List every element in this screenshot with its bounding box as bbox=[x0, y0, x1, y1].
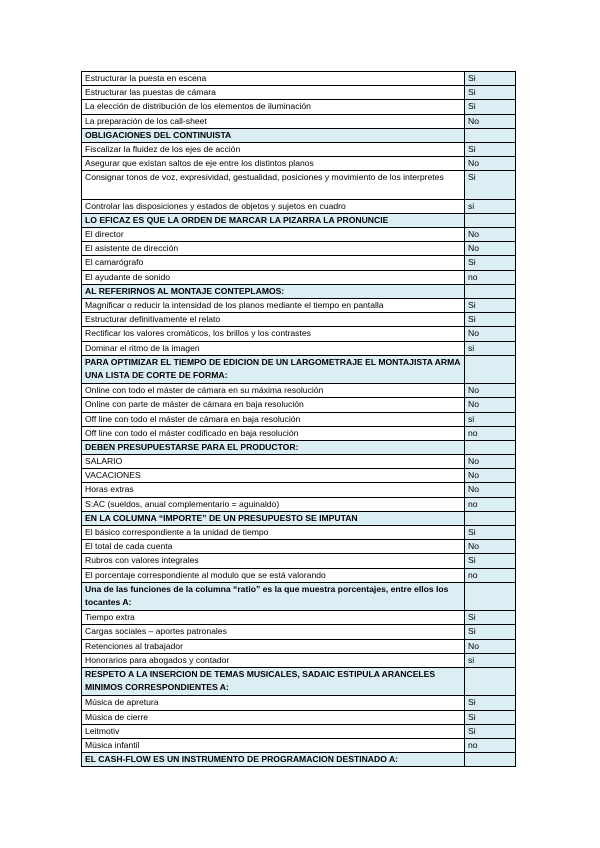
question-text: SALARIO bbox=[82, 455, 465, 469]
question-text: Dominar el ritmo de la imagen bbox=[82, 341, 465, 355]
question-text: Controlar las disposiciones y estados de objetos y sujetos en cuadro bbox=[82, 199, 465, 213]
answer-cell: No bbox=[465, 455, 516, 469]
answer-cell: no bbox=[465, 568, 516, 582]
table-row bbox=[82, 242, 516, 256]
table-row bbox=[82, 270, 516, 284]
table-row bbox=[82, 611, 516, 625]
section-heading: Una de las funciones de la columna “ratio” es la que muestra porcentajes, entre ellos los tocantes A: bbox=[82, 582, 465, 610]
answer-cell: No bbox=[465, 639, 516, 653]
section-heading: LO EFICAZ ES QUE LA ORDEN DE MARCAR LA PIZARRA LA PRONUNCIE bbox=[82, 213, 465, 227]
answer-cell: No bbox=[465, 483, 516, 497]
section-header-row bbox=[82, 511, 516, 525]
answer-cell: Si bbox=[465, 142, 516, 156]
question-text: Estructurar la puesta en escena bbox=[82, 72, 465, 86]
section-header-row bbox=[82, 284, 516, 298]
answer-cell: Si bbox=[465, 526, 516, 540]
answer-cell bbox=[465, 440, 516, 454]
question-text: Rubros con valores integrales bbox=[82, 554, 465, 568]
answer-cell: Si bbox=[465, 313, 516, 327]
answer-cell: Si bbox=[465, 625, 516, 639]
question-text: Cargas sociales – aportes patronales bbox=[82, 625, 465, 639]
section-heading: EN LA COLUMNA “IMPORTE” DE UN PRESUPUESTO SE IMPUTAN bbox=[82, 511, 465, 525]
question-text: Online con todo el máster de cámara en su máxima resolución bbox=[82, 384, 465, 398]
question-text: Online con parte de máster de cámara en baja resolución bbox=[82, 398, 465, 412]
question-text: VACACIONES bbox=[82, 469, 465, 483]
table-row bbox=[82, 157, 516, 171]
answer-cell bbox=[465, 355, 516, 383]
section-heading: EL CASH-FLOW ES UN INSTRUMENTO DE PROGRAMACION DESTINADO A: bbox=[82, 753, 465, 767]
table-row bbox=[82, 341, 516, 355]
question-text: El porcentaje correspondiente al modulo que se está valorando bbox=[82, 568, 465, 582]
question-text: El asistente de dirección bbox=[82, 242, 465, 256]
question-text: Horas extras bbox=[82, 483, 465, 497]
answer-cell: Si bbox=[465, 611, 516, 625]
question-text: Off line con todo el máster codificado en baja resolución bbox=[82, 426, 465, 440]
section-header-row bbox=[82, 582, 516, 610]
answer-cell: Si bbox=[465, 299, 516, 313]
answer-cell: No bbox=[465, 228, 516, 242]
section-heading: AL REFERIRNOS AL MONTAJE CONTEPLAMOS: bbox=[82, 284, 465, 298]
answer-cell: No bbox=[465, 242, 516, 256]
answer-cell: Si bbox=[465, 100, 516, 114]
answer-cell bbox=[465, 667, 516, 695]
answer-table bbox=[81, 71, 516, 767]
question-text: Honorarios para abogados y contador bbox=[82, 653, 465, 667]
answer-cell: No bbox=[465, 114, 516, 128]
answer-cell bbox=[465, 511, 516, 525]
answer-cell: Si bbox=[465, 554, 516, 568]
answer-cell bbox=[465, 582, 516, 610]
table-row bbox=[82, 568, 516, 582]
question-text: Asegurar que existan saltos de eje entre los distintos planos bbox=[82, 157, 465, 171]
question-text: Estructurar las puestas de cámara bbox=[82, 86, 465, 100]
table-row bbox=[82, 455, 516, 469]
question-text: La elección de distribución de los elementos de iluminación bbox=[82, 100, 465, 114]
question-text: Música de cierre bbox=[82, 710, 465, 724]
section-heading: OBLIGACIONES DEL CONTINUISTA bbox=[82, 128, 465, 142]
question-text: Fiscalizar la fluidez de los ejes de acción bbox=[82, 142, 465, 156]
answer-cell: Si bbox=[465, 724, 516, 738]
question-text: Música infantil bbox=[82, 738, 465, 752]
table-row bbox=[82, 171, 516, 199]
table-row bbox=[82, 696, 516, 710]
section-header-row bbox=[82, 667, 516, 695]
section-header-row bbox=[82, 440, 516, 454]
answer-cell: no bbox=[465, 270, 516, 284]
answer-cell bbox=[465, 753, 516, 767]
table-row bbox=[82, 653, 516, 667]
answer-cell: Si bbox=[465, 256, 516, 270]
answer-cell: si bbox=[465, 199, 516, 213]
answer-cell: No bbox=[465, 398, 516, 412]
table-row bbox=[82, 497, 516, 511]
table-row bbox=[82, 639, 516, 653]
section-heading: PARA OPTIMIZAR EL TIEMPO DE EDICION DE UN LARGOMETRAJE EL MONTAJISTA ARMA UNA LISTA DE CORTE DE FORMA: bbox=[82, 355, 465, 383]
answer-cell: si bbox=[465, 412, 516, 426]
answer-cell: Si bbox=[465, 696, 516, 710]
answer-cell: si bbox=[465, 653, 516, 667]
section-header-row bbox=[82, 128, 516, 142]
table-row bbox=[82, 625, 516, 639]
answer-cell: Si bbox=[465, 72, 516, 86]
table-row bbox=[82, 114, 516, 128]
answer-cell: no bbox=[465, 426, 516, 440]
table-row bbox=[82, 86, 516, 100]
section-header-row bbox=[82, 753, 516, 767]
question-text: El total de cada cuenta bbox=[82, 540, 465, 554]
answer-cell: Si bbox=[465, 171, 516, 199]
section-heading: RESPETO A LA INSERCION DE TEMAS MUSICALES, SADAIC ESTIPULA ARANCELES MINIMOS CORRESPONDIENTES A: bbox=[82, 667, 465, 695]
question-text: El ayudante de sonido bbox=[82, 270, 465, 284]
answer-cell: Si bbox=[465, 86, 516, 100]
question-text: Off line con todo el máster de cámara en baja resolución bbox=[82, 412, 465, 426]
question-text: Leitmotiv bbox=[82, 724, 465, 738]
section-header-row bbox=[82, 213, 516, 227]
question-text: Estructurar definitivamente el relato bbox=[82, 313, 465, 327]
answer-cell: No bbox=[465, 540, 516, 554]
table-row bbox=[82, 412, 516, 426]
table-row bbox=[82, 199, 516, 213]
answer-cell: No bbox=[465, 157, 516, 171]
answer-cell: No bbox=[465, 327, 516, 341]
table-row bbox=[82, 256, 516, 270]
table-row bbox=[82, 554, 516, 568]
question-text: Magnificar o reducir la intensidad de los planos mediante el tiempo en pantalla bbox=[82, 299, 465, 313]
table-row bbox=[82, 426, 516, 440]
table-row bbox=[82, 72, 516, 86]
table-row bbox=[82, 228, 516, 242]
table-row bbox=[82, 738, 516, 752]
question-text: El camarógrafo bbox=[82, 256, 465, 270]
section-heading: DEBEN PRESUPUESTARSE PARA EL PRODUCTOR: bbox=[82, 440, 465, 454]
question-text: Retenciones al trabajador bbox=[82, 639, 465, 653]
answer-cell: no bbox=[465, 497, 516, 511]
question-text: El director bbox=[82, 228, 465, 242]
answer-cell: No bbox=[465, 469, 516, 483]
question-text: El básico correspondiente a la unidad de tiempo bbox=[82, 526, 465, 540]
question-text: Tiempo extra bbox=[82, 611, 465, 625]
table-row bbox=[82, 483, 516, 497]
table-row bbox=[82, 710, 516, 724]
answer-cell bbox=[465, 128, 516, 142]
section-header-row bbox=[82, 355, 516, 383]
question-text: S:AC (sueldos, anual complementario = aguinaldo) bbox=[82, 497, 465, 511]
table-row bbox=[82, 299, 516, 313]
answer-cell: no bbox=[465, 738, 516, 752]
table-row bbox=[82, 384, 516, 398]
question-text: Consignar tonos de voz, expresividad, gestualidad, posiciones y movimiento de los interpretes bbox=[82, 171, 465, 199]
answer-cell bbox=[465, 284, 516, 298]
table-row bbox=[82, 100, 516, 114]
question-text: La preparación de los call-sheet bbox=[82, 114, 465, 128]
table-row bbox=[82, 469, 516, 483]
table-row bbox=[82, 142, 516, 156]
table-row bbox=[82, 724, 516, 738]
answer-cell: si bbox=[465, 341, 516, 355]
table-row bbox=[82, 540, 516, 554]
answer-cell bbox=[465, 213, 516, 227]
answer-cell: Si bbox=[465, 710, 516, 724]
answer-table-body bbox=[82, 72, 516, 767]
question-text: Música de apretura bbox=[82, 696, 465, 710]
table-row bbox=[82, 526, 516, 540]
answer-cell: No bbox=[465, 384, 516, 398]
table-row bbox=[82, 398, 516, 412]
table-row bbox=[82, 313, 516, 327]
question-text: Rectificar los valores cromáticos, los brillos y los contrastes bbox=[82, 327, 465, 341]
table-row bbox=[82, 327, 516, 341]
